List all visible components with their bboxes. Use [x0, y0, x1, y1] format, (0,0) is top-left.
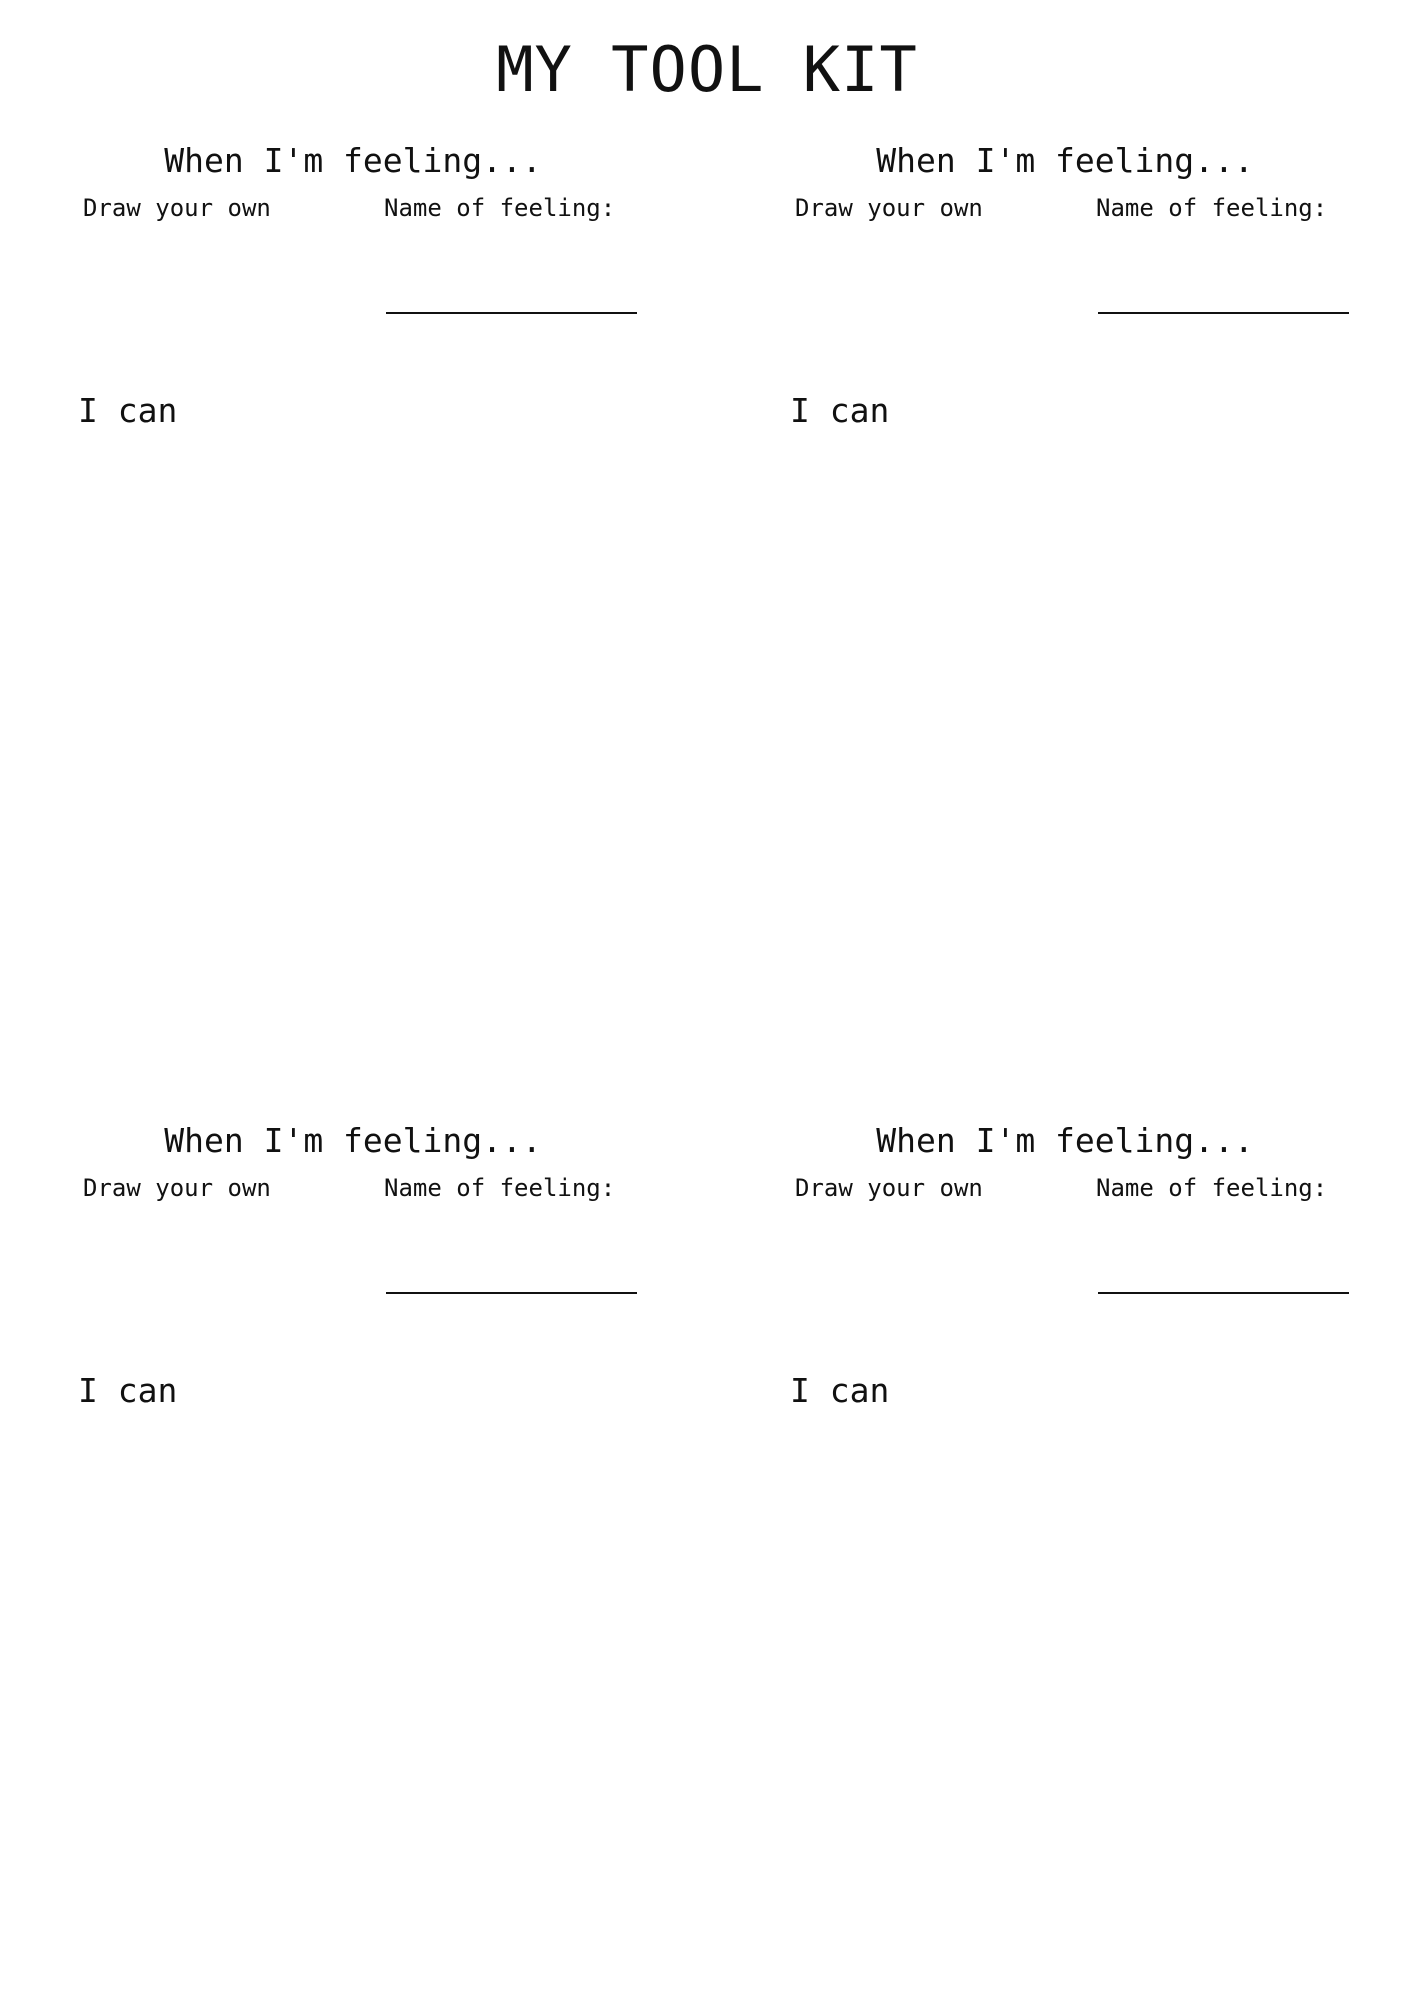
feeling-card-1	[78, 141, 718, 841]
i-can-label: I can	[790, 1371, 890, 1410]
name-of-feeling-label: Name of feeling:	[1096, 1174, 1328, 1202]
draw-your-own-label: Draw your own	[795, 194, 983, 222]
feeling-name-line	[386, 1292, 637, 1294]
feeling-card-2	[790, 141, 1414, 841]
i-can-label: I can	[78, 1371, 178, 1410]
feeling-card-3	[78, 1121, 718, 1821]
draw-your-own-label: Draw your own	[83, 1174, 271, 1202]
feeling-name-line	[386, 312, 637, 314]
draw-your-own-label: Draw your own	[795, 1174, 983, 1202]
card-heading: When I'm feeling...	[876, 141, 1254, 180]
name-of-feeling-label: Name of feeling:	[384, 1174, 616, 1202]
i-can-label: I can	[790, 391, 890, 430]
card-heading: When I'm feeling...	[876, 1121, 1254, 1160]
card-heading: When I'm feeling...	[164, 141, 542, 180]
feeling-card-4	[790, 1121, 1414, 1821]
feeling-name-line	[1098, 312, 1349, 314]
name-of-feeling-label: Name of feeling:	[1096, 194, 1328, 222]
page-title: MY TOOL KIT	[496, 33, 918, 106]
feeling-name-line	[1098, 1292, 1349, 1294]
draw-your-own-label: Draw your own	[83, 194, 271, 222]
i-can-label: I can	[78, 391, 178, 430]
name-of-feeling-label: Name of feeling:	[384, 194, 616, 222]
card-heading: When I'm feeling...	[164, 1121, 542, 1160]
